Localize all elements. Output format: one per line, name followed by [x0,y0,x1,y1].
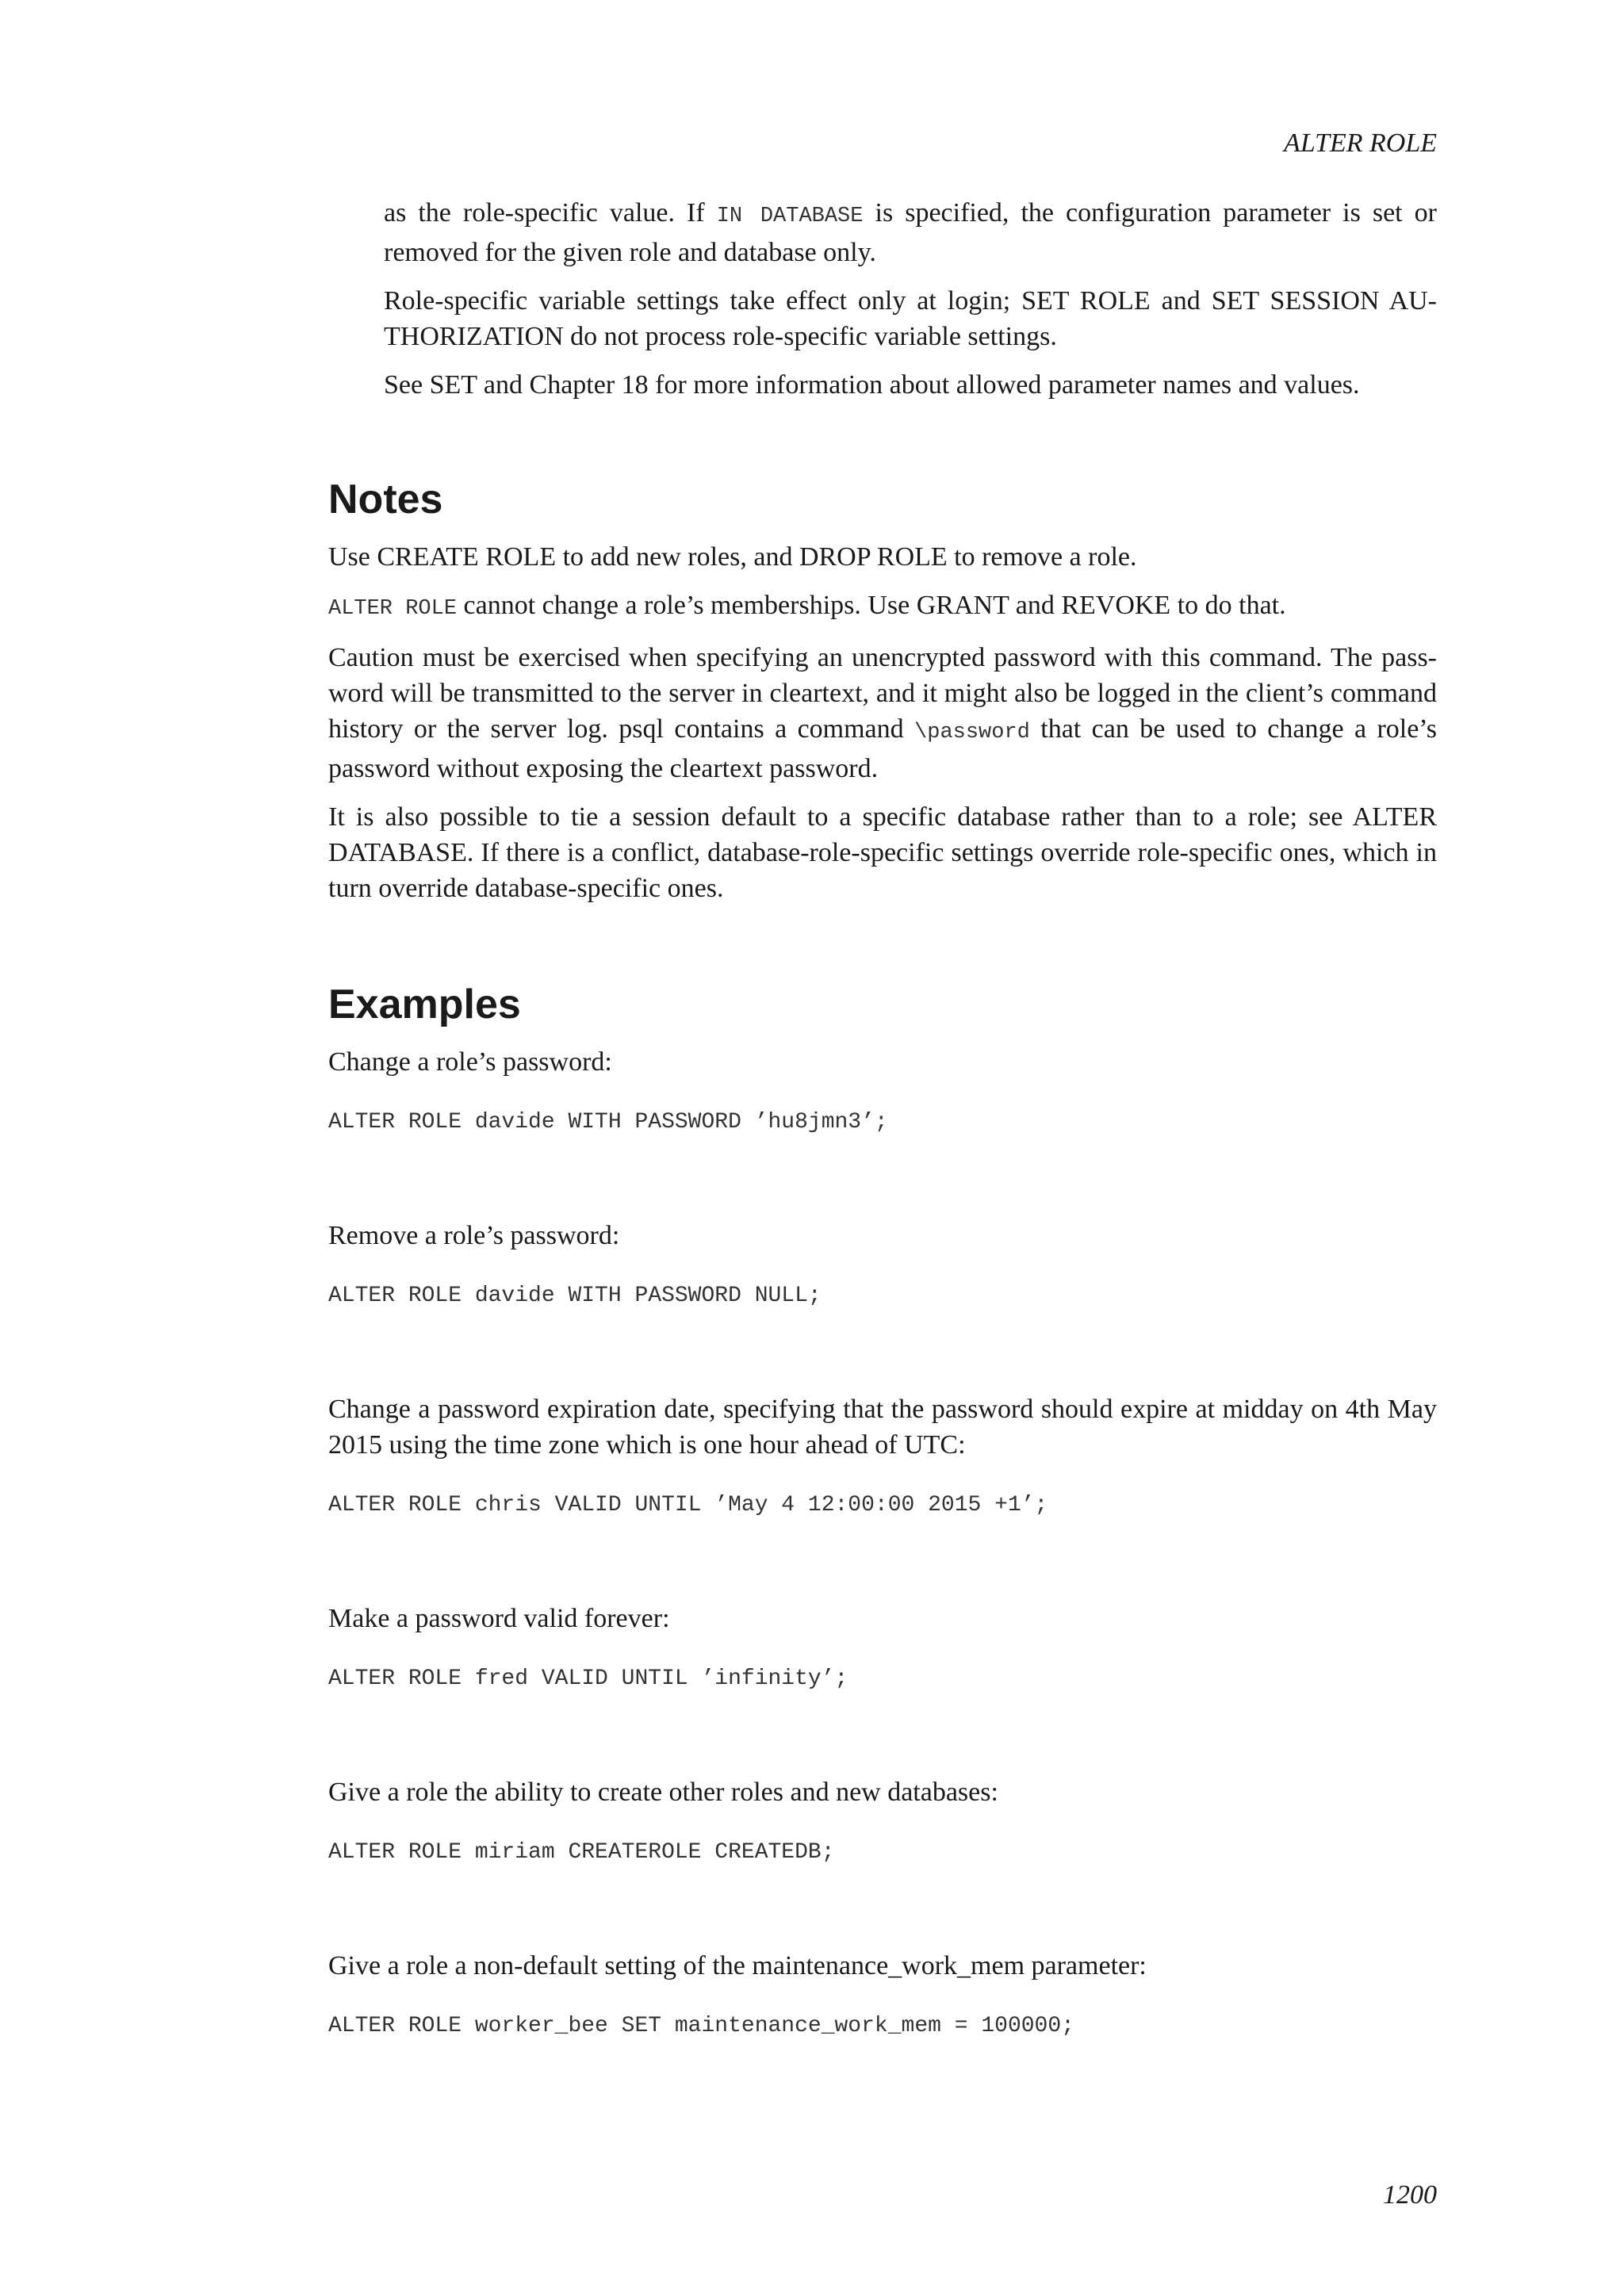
notes-paragraph-4: It is also possible to tie a session default to a specific database rather than to a role; see ALTER DATABASE. If there is a conflict, database-role-specific settings override role-specific ones, which in turn override database-specific ones. [328,802,1437,903]
inline-code: \password [914,721,1030,744]
intro-paragraph-3: See SET and Chapter 18 for more information about allowed parameter names and values. [384,370,1360,400]
intro-paragraph-2: Role-specific variable settings take effect only at login; SET ROLE and SET SESSION AU-THORIZATION do not process role-specific variable settings. [384,286,1437,351]
intro-text: is specified, the configuration parameter is set or removed for the given role and database only. [384,198,1437,267]
intro-paragraph-1 [384,195,1437,270]
example-code: ALTER ROLE davide WITH PASSWORD NULL; [328,1284,822,1308]
example-description: Remove a role’s password: [328,1221,620,1250]
example-item [328,1391,1437,1521]
notes-text: cannot change a role’s memberships. Use GRANT and REVOKE to do that. [457,591,1286,620]
notes-text: Caution must be exercised when specifying an unencrypted password with this command. The pass-word will be transmitted to the server in cleartext, and it might also be logged in the client’s command history or the server log. psql contains a command [328,643,1437,744]
examples-heading: Examples [328,982,521,1027]
example-item [328,1044,1437,1138]
page-content [328,195,1437,2042]
example-description: Change a role’s password: [328,1047,612,1077]
intro-text: as the role-specific value. If [384,198,717,228]
inline-code: IN DATABASE [716,205,864,228]
example-item [328,1774,1437,1869]
example-description: Give a role a non-default setting of the maintenance_work_mem parameter: [328,1951,1147,1980]
example-code: ALTER ROLE fred VALID UNTIL ’infinity’; [328,1667,848,1691]
page-number: 1200 [1383,2180,1437,2210]
example-item [328,1218,1437,1312]
document-page [328,0,1437,2296]
example-description: Make a password valid forever: [328,1604,670,1633]
notes-paragraph-1: Use CREATE ROLE to add new roles, and DROP ROLE to remove a role. [328,542,1137,572]
example-code: ALTER ROLE miriam CREATEROLE CREATEDB; [328,1840,835,1865]
notes-heading: Notes [328,476,443,522]
example-description: Change a password expiration date, specifying that the password should expire at midday on 4th May 2015 using the time zone which is one hour ahead of UTC: [328,1395,1437,1460]
example-code: ALTER ROLE davide WITH PASSWORD ’hu8jmn3’; [328,1110,888,1135]
inline-code: ALTER ROLE [328,597,458,621]
running-head: ALTER ROLE [1284,128,1437,158]
example-code: ALTER ROLE worker_bee SET maintenance_work_mem = 100000; [328,2014,1074,2038]
example-code: ALTER ROLE chris VALID UNTIL ’May 4 12:00:00 2015 +1’; [328,1493,1048,1517]
notes-paragraph-3 [328,640,1437,786]
example-item [328,1601,1437,1695]
example-description: Give a role the ability to create other roles and new databases: [328,1777,998,1807]
notes-text: that can be used to change a role’s password without exposing the cleartext password. [328,714,1437,783]
notes-paragraph-2 [328,587,1437,627]
example-item [328,1948,1437,2042]
